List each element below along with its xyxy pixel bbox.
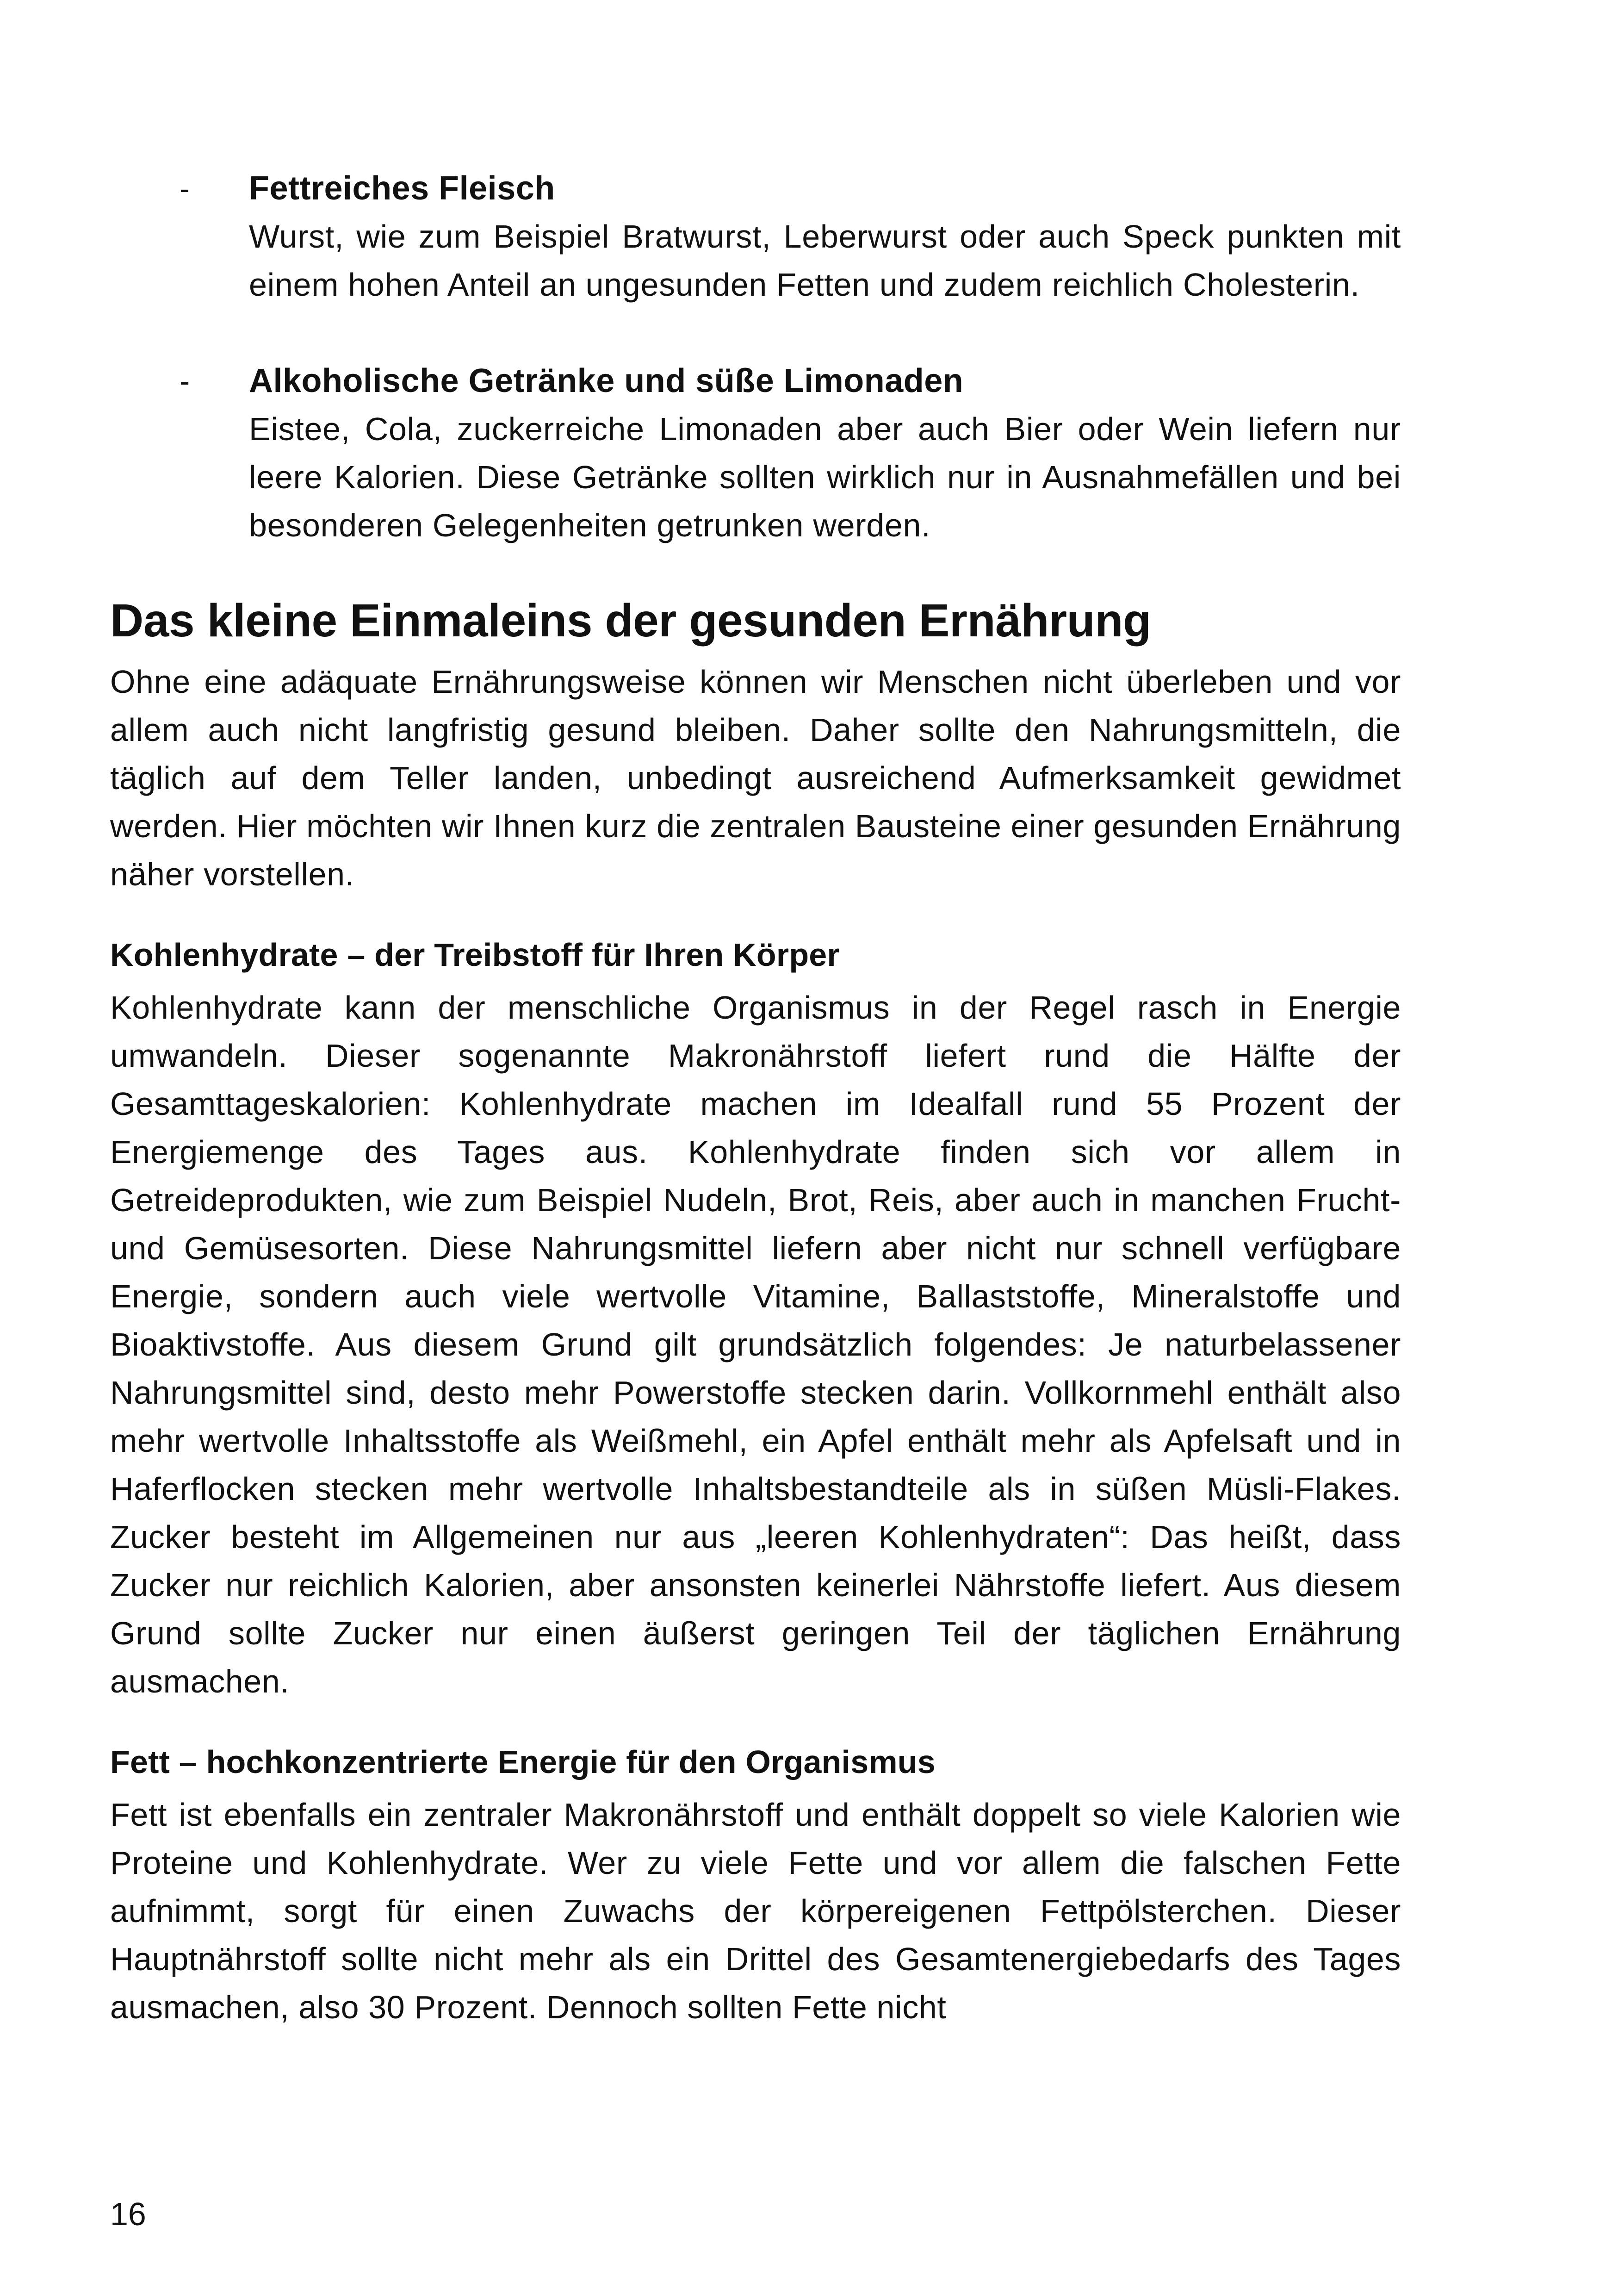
- bullet-marker: -: [180, 364, 190, 398]
- bullet-marker: -: [180, 171, 190, 205]
- list-item-text: Eistee, Cola, zuckerreiche Limonaden aber auch Bier oder Wein liefern nur leere Kalorien. Diese Getränke sollten wirklich nur in Ausnahmefällen und bei besonderen Gelegenheiten getrunken werden.: [249, 411, 1401, 543]
- list-item-title: Alkoholische Getränke und süße Limonaden: [249, 362, 964, 399]
- subsection-paragraph-fett: Fett ist ebenfalls ein zentraler Makronährstoff und enthält doppelt so viele Kalorien wie Proteine und Kohlenhydrate. Wer zu viele Fette und vor allem die falschen Fette aufnimmt, sorgt für einen Zuwachs der körpereigenen Fettpölsterchen. Dieser Hauptnährstoff sollte nicht mehr als ein Drittel des Gesamtenergiebedarfs des Tages ausmachen, also 30 Prozent. Dennoch sollten Fette nicht: [110, 1797, 1401, 2025]
- list-item: [110, 164, 1401, 309]
- subsection-heading-fett: Fett – hochkonzentrierte Energie für den Organismus: [110, 1744, 936, 1780]
- list-item-text: Wurst, wie zum Beispiel Bratwurst, Leberwurst oder auch Speck punkten mit einem hohen Anteil an ungesunden Fetten und zudem reichlich Cholesterin.: [249, 218, 1401, 303]
- list-item-title: Fettreiches Fleisch: [249, 170, 555, 207]
- section-heading: Das kleine Einmaleins der gesunden Ernährung: [110, 595, 1151, 647]
- section-intro-paragraph: Ohne eine adäquate Ernährungsweise können wir Menschen nicht überleben und vor allem auch nicht langfristig gesund bleiben. Daher sollte den Nahrungsmitteln, die täglich auf dem Teller landen, unbedingt ausreichend Aufmerksamkeit gewidmet werden. Hier möchten wir Ihnen kurz die zentralen Bausteine einer gesunden Ernährung näher vorstellen.: [110, 664, 1401, 892]
- page-number: 16: [110, 2196, 146, 2232]
- subsection-heading-kohlenhydrate: Kohlenhydrate – der Treibstoff für Ihren Körper: [110, 937, 840, 973]
- page-content: [110, 164, 1401, 2031]
- list-item: [110, 357, 1401, 549]
- subsection-paragraph-kohlenhydrate: Kohlenhydrate kann der menschliche Organismus in der Regel rasch in Energie umwandeln. Dieser sogenannte Makronährstoff liefert rund die Hälfte der Gesamttageskalorien: Kohlenhydrate machen im Idealfall rund 55 Prozent der Energiemenge des Tages aus. Kohlenhydrate finden sich vor allem in Getreideprodukten, wie zum Beispiel Nudeln, Brot, Reis, aber auch in manchen Frucht- und Gemüsesorten. Diese Nahrungsmittel liefern aber nicht nur schnell verfügbare Energie, sondern auch viele wertvolle Vitamine, Ballaststoffe, Mineralstoffe und Bioaktivstoffe. Aus diesem Grund gilt grundsätzlich folgendes: Je naturbelassener Nahrungsmittel sind, desto mehr Powerstoffe stecken darin. Vollkornmehl enthält also mehr wertvolle Inhaltsstoffe als Weißmehl, ein Apfel enthält mehr als Apfelsaft und in Haferflocken stecken mehr wertvolle Inhaltsbestandteile als in süßen Müsli-Flakes. Zucker besteht im Allgemeinen nur aus „leeren Kohlenhydraten“: Das heißt, dass Zucker nur reichlich Kalorien, aber ansonsten keinerlei Nährstoffe liefert. Aus diesem Grund sollte Zucker nur einen äußerst geringen Teil der täglichen Ernährung ausmachen.: [110, 989, 1401, 1699]
